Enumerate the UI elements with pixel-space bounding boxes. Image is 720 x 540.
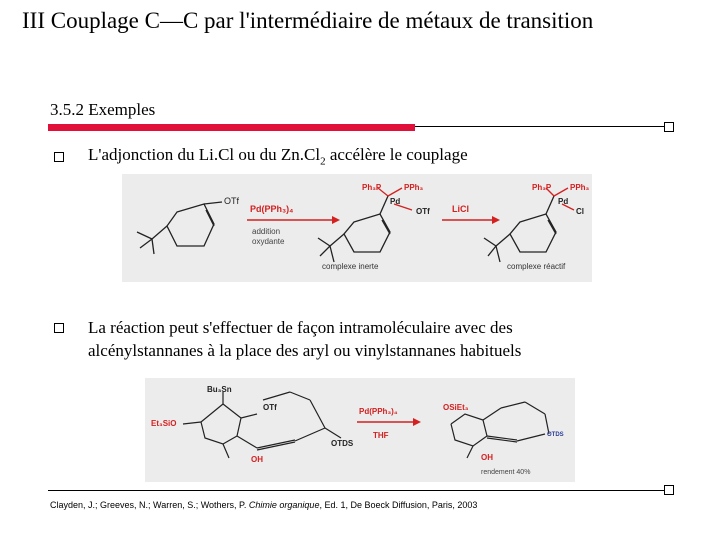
s2-yield: rendement 40% [481, 469, 531, 476]
s2-oh-2: OH [481, 453, 493, 462]
s1-otf-2: OTf [416, 207, 430, 216]
s2-et3sio: Et₃SiO [151, 419, 177, 428]
s1-pd-2: Pd [558, 197, 569, 206]
s2-oh: OH [251, 455, 263, 464]
slide-title: III Couplage C—C par l'intermédiaire de métaux de transition [22, 8, 594, 33]
reaction-scheme-2 [145, 378, 575, 482]
molecule-vinyl-triflate [137, 202, 222, 254]
s1-complex-inert: complexe inerte [322, 262, 379, 271]
reference-citation [50, 500, 477, 510]
s1-pph3-1: PPh₃ [404, 183, 424, 192]
s2-otds-2: OTDS [547, 432, 564, 438]
bullet-square-icon [54, 323, 64, 333]
accent-bar [48, 124, 415, 131]
s1-ph3p-2: Ph₃P [532, 183, 552, 192]
s1-pph3-2: PPh₃ [570, 183, 590, 192]
section-heading: 3.5.2 Exemples [50, 100, 156, 119]
s2-otf: OTf [263, 403, 277, 412]
bullet-1-text-end: accélère le couplage [325, 145, 468, 164]
s1-step-label-1: addition [252, 227, 281, 236]
s2-solvent: THF [373, 431, 389, 440]
bullet-text-2 [88, 316, 521, 362]
reference-book-title: Chimie organique [248, 500, 320, 510]
s2-osiet3: OSiEt₃ [443, 403, 469, 412]
bullet-square-icon [54, 152, 64, 162]
bullet-1-subscript: 2 [320, 155, 326, 168]
bullet-text-1 [88, 143, 468, 173]
bullet-2-line-1: La réaction peut s'effectuer de façon intramoléculaire avec des [88, 318, 513, 337]
s1-complex-active: complexe réactif [507, 262, 566, 271]
bullet-1-text-main: L'adjonction du Li.Cl ou du Zn.Cl [88, 145, 321, 164]
reference-authors: Clayden, J.; Greeves, N.; Warren, S.; Wothers, P. [50, 500, 249, 510]
s1-otf-1: OTf [224, 196, 239, 206]
s1-cl: Cl [576, 207, 584, 216]
s2-reagent: Pd(PPh₃)₄ [359, 407, 398, 416]
s1-step-label-2: oxydante [252, 237, 285, 246]
s2-otds: OTDS [331, 439, 354, 448]
divider-end-box-bottom [664, 485, 674, 495]
molecule-stannane-substrate [183, 392, 341, 458]
s1-pd-1: Pd [390, 197, 401, 206]
s1-ph3p-1: Ph₃P [362, 183, 382, 192]
divider-end-box [664, 122, 674, 132]
reference-publisher: , Ed. 1, De Boeck Diffusion, Paris, 2003 [319, 500, 478, 510]
s1-licl: LiCl [452, 204, 469, 214]
bullet-2-line-2: alcénylstannanes à la place des aryl ou vinylstannanes habituels [88, 341, 522, 360]
reaction-scheme-1 [122, 174, 592, 282]
divider-bottom [48, 490, 668, 491]
s2-bu3sn: Bu₃Sn [207, 385, 232, 394]
s1-reagent: Pd(PPh₃)₄ [250, 204, 294, 214]
